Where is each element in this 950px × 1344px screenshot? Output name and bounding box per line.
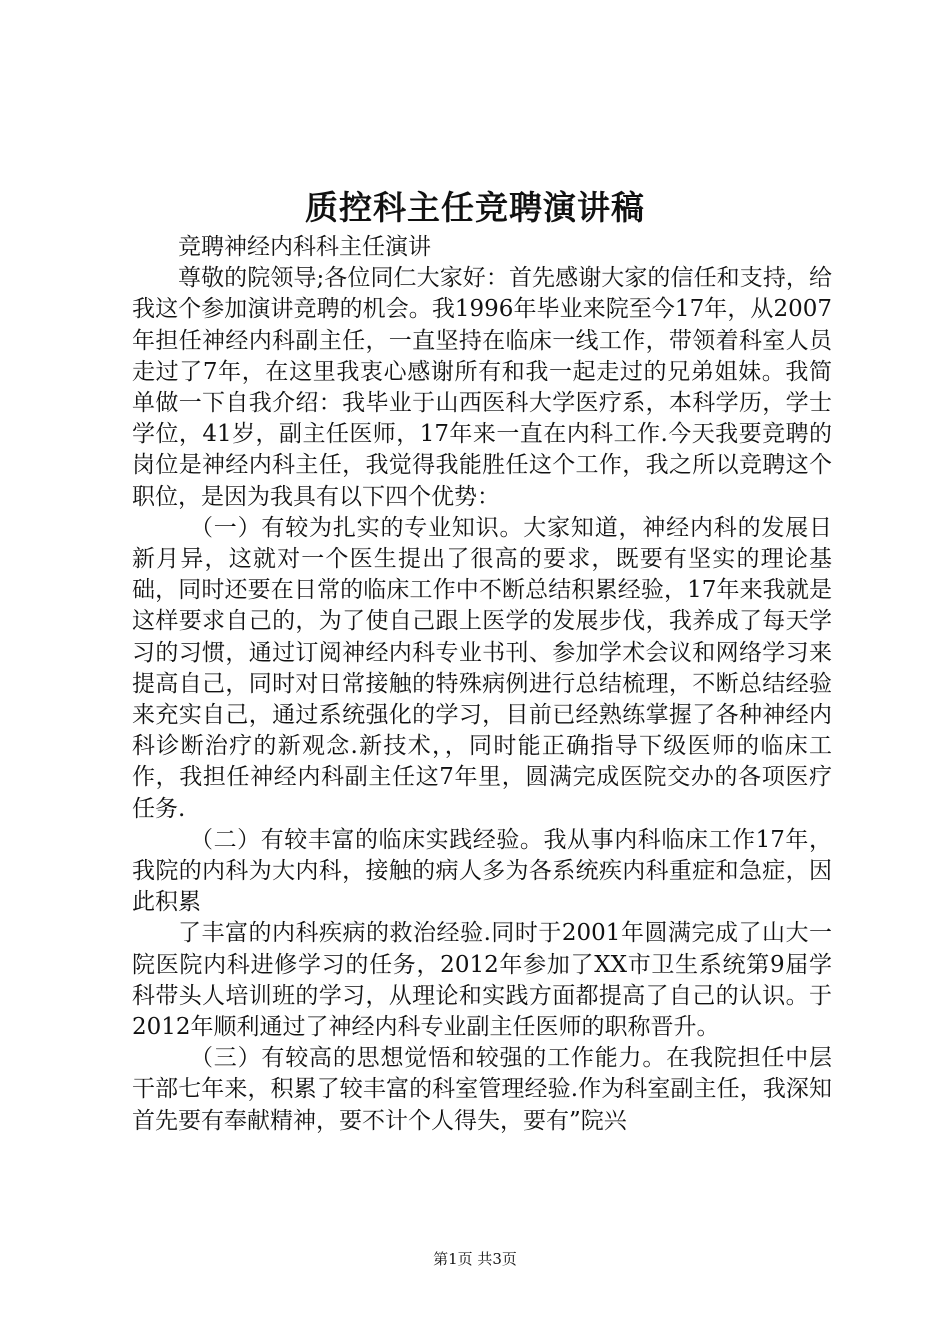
paragraph-advantage-2: （二）有较丰富的临床实践经验。我从事内科临床工作17年，我院的内科为大内科，接触的病人多为各系统疾内科重症和急症，因此积累 [132, 826, 832, 916]
paragraph-advantage-2-continued: 了丰富的内科疾病的救治经验.同时于2001年圆满完成了山大一院医院内科进修学习的任务，2012年参加了XX市卫生系统第9届学科带头人培训班的学习，从理论和实践方面都提高了自己的认识。于2012年顺利通过了神经内科专业副主任医师的职称晋升。 [132, 920, 832, 1041]
paragraph-greeting: 尊敬的院领导;各位同仁大家好：首先感谢大家的信任和支持，给我这个参加演讲竞聘的机会。我1996年毕业来院至今17年，从2007年担任神经内科副主任，一直坚持在临床一线工作，带领着科室人员走过了7年，在这里我衷心感谢所有和我一起走过的兄弟姐妹。我简单做一下自我介绍：我毕业于山西医科大学医疗系，本科学历，学士学位，41岁，副主任医师，17年来一直在内科工作.今天我要竞聘的岗位是神经内科主任，我觉得我能胜任这个工作，我之所以竞聘这个职位，是因为我具有以下四个优势： [132, 265, 832, 510]
paragraph-advantage-3: （三）有较高的思想觉悟和较强的工作能力。在我院担任中层干部七年来，积累了较丰富的科室管理经验.作为科室副主任，我深知首先要有奉献精神，要不计个人得失，要有”院兴 [132, 1045, 832, 1134]
paragraph-subtitle: 竞聘神经内科科主任演讲 [178, 234, 431, 260]
paragraph-advantage-1: （一）有较为扎实的专业知识。大家知道，神经内科的发展日新月异，这就对一个医生提出了很高的要求，既要有坚实的理论基础，同时还要在日常的临床工作中不断总结积累经验，17年来我就是这样要求自己的，为了使自己跟上医学的发展步伐，我养成了每天学习的习惯，通过订阅神经内科专业书刊、参加学术会议和网络学习来提高自己，同时对日常接触的特殊病例进行总结梳理，不断总结经验来充实自己，通过系统强化的学习，目前已经熟练掌握了各种神经内科诊断治疗的新观念.新技术，，同时能正确指导下级医师的临床工作，我担任神经内科副主任这7年里，圆满完成医院交办的各项医疗任务. [132, 514, 832, 822]
document-body [132, 232, 832, 1137]
document-title: 质控科主任竞聘演讲稿 [305, 188, 645, 227]
page-number-footer: 第1页 共3页 [433, 1250, 517, 1268]
